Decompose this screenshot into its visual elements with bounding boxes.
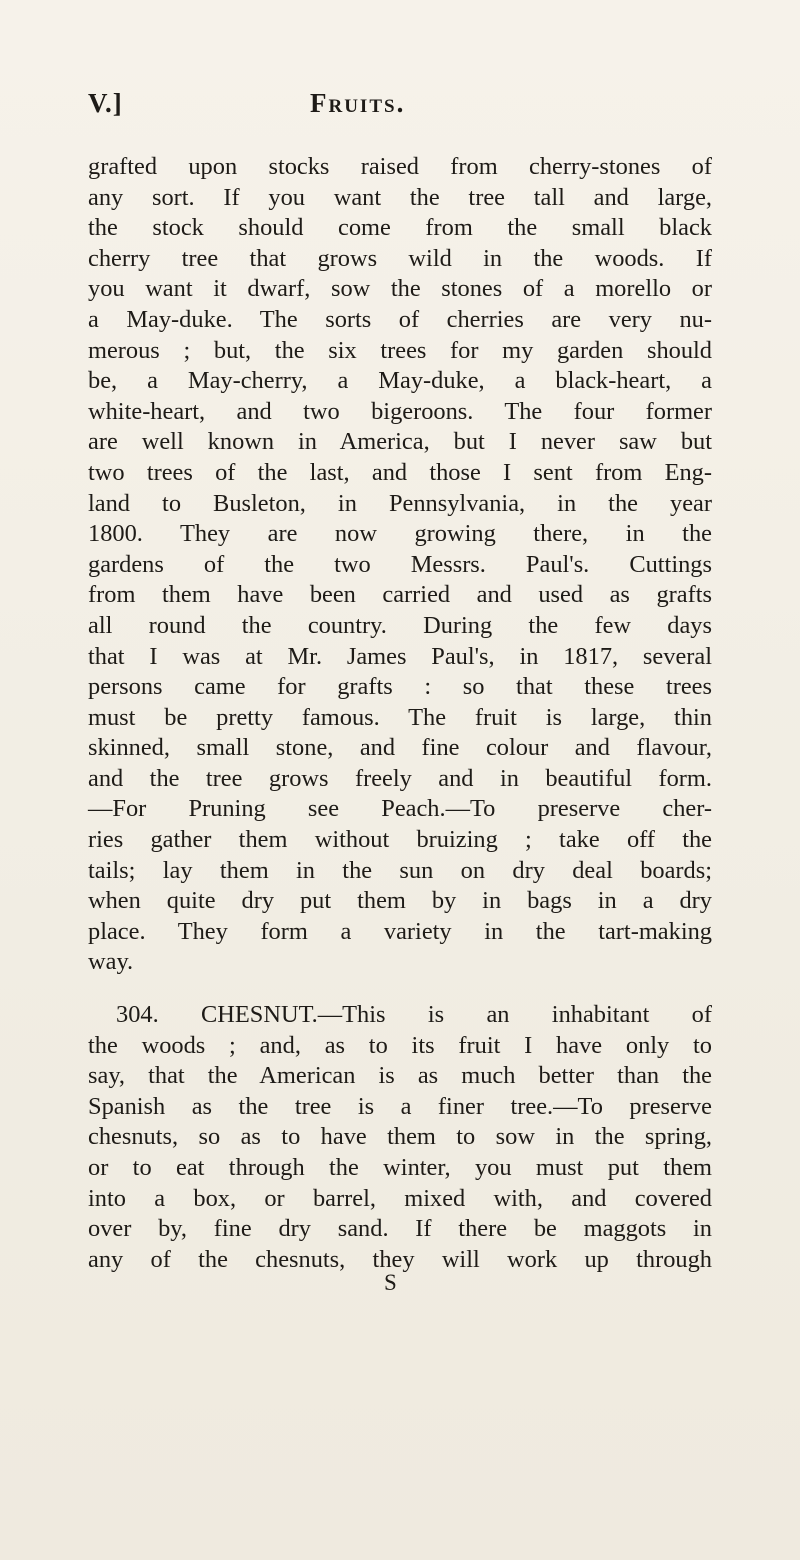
text-line: the woods ; and, as to its fruit I have only to [88,1031,712,1059]
text-line: —For Pruning see Peach.—To preserve cher- [88,795,712,823]
text-line: ries gather them without bruizing ; take off the [88,826,712,854]
text-line: any sort. If you want the tree tall and large, [88,183,712,211]
paragraph-gap [88,978,712,1000]
text-line: from them have been carried and used as grafts [88,581,712,609]
body-text [88,152,712,1275]
text-line: say, that the American is as much better than the [88,1062,712,1090]
text-line: gardens of the two Messrs. Paul's. Cuttings [88,550,712,578]
text-line: merous ; but, the six trees for my garden should [88,336,712,364]
text-line: and the tree grows freely and in beautiful form. [88,764,712,792]
text-line: must be pretty famous. The fruit is large, thin [88,703,712,731]
text-line: white-heart, and two bigeroons. The four former [88,397,712,425]
section-number: V.] [88,88,123,118]
text-line: two trees of the last, and those I sent from Eng- [88,458,712,486]
text-line: a May-duke. The sorts of cherries are very nu- [88,305,712,333]
text-line: or to eat through the winter, you must put them [88,1154,712,1181]
text-line: are well known in America, but I never saw but [88,428,712,456]
text-line: way. [88,948,134,976]
text-line: into a box, or barrel, mixed with, and covered [88,1184,712,1212]
text-line: 304. CHESNUT.—This is an inhabitant of [116,1001,712,1029]
text-line: place. They form a variety in the tart-making [88,917,712,945]
text-line: persons came for grafts : so that these trees [88,673,712,701]
text-line: be, a May-cherry, a May-duke, a black-heart, a [88,367,712,395]
text-line: over by, fine dry sand. If there be maggots in [88,1215,712,1243]
text-line: Spanish as the tree is a finer tree.—To preserve [88,1092,712,1120]
text-line: chesnuts, so as to have them to sow in the spring, [88,1123,712,1151]
text-line: tails; lay them in the sun on dry deal boards; [88,856,712,884]
text-line: all round the country. During the few days [88,611,712,639]
text-line: the stock should come from the small black [88,214,712,242]
running-title: Fruits. [310,88,406,118]
text-line: that I was at Mr. James Paul's, in 1817, several [88,642,712,670]
text-line: skinned, small stone, and fine colour and flavour, [88,734,712,762]
signature-mark: S [384,1270,397,1295]
text-line: cherry tree that grows wild in the woods. If [88,244,712,272]
text-line: you want it dwarf, sow the stones of a morello or [88,275,712,303]
text-line: 1800. They are now growing there, in the [88,520,712,548]
text-line: when quite dry put them by in bags in a dry [88,887,712,915]
text-line: any of the chesnuts, they will work up through [88,1245,712,1273]
text-line: land to Busleton, in Pennsylvania, in the year [88,489,712,517]
page-header [88,88,700,128]
text-line: grafted upon stocks raised from cherry-stones of [88,153,712,180]
